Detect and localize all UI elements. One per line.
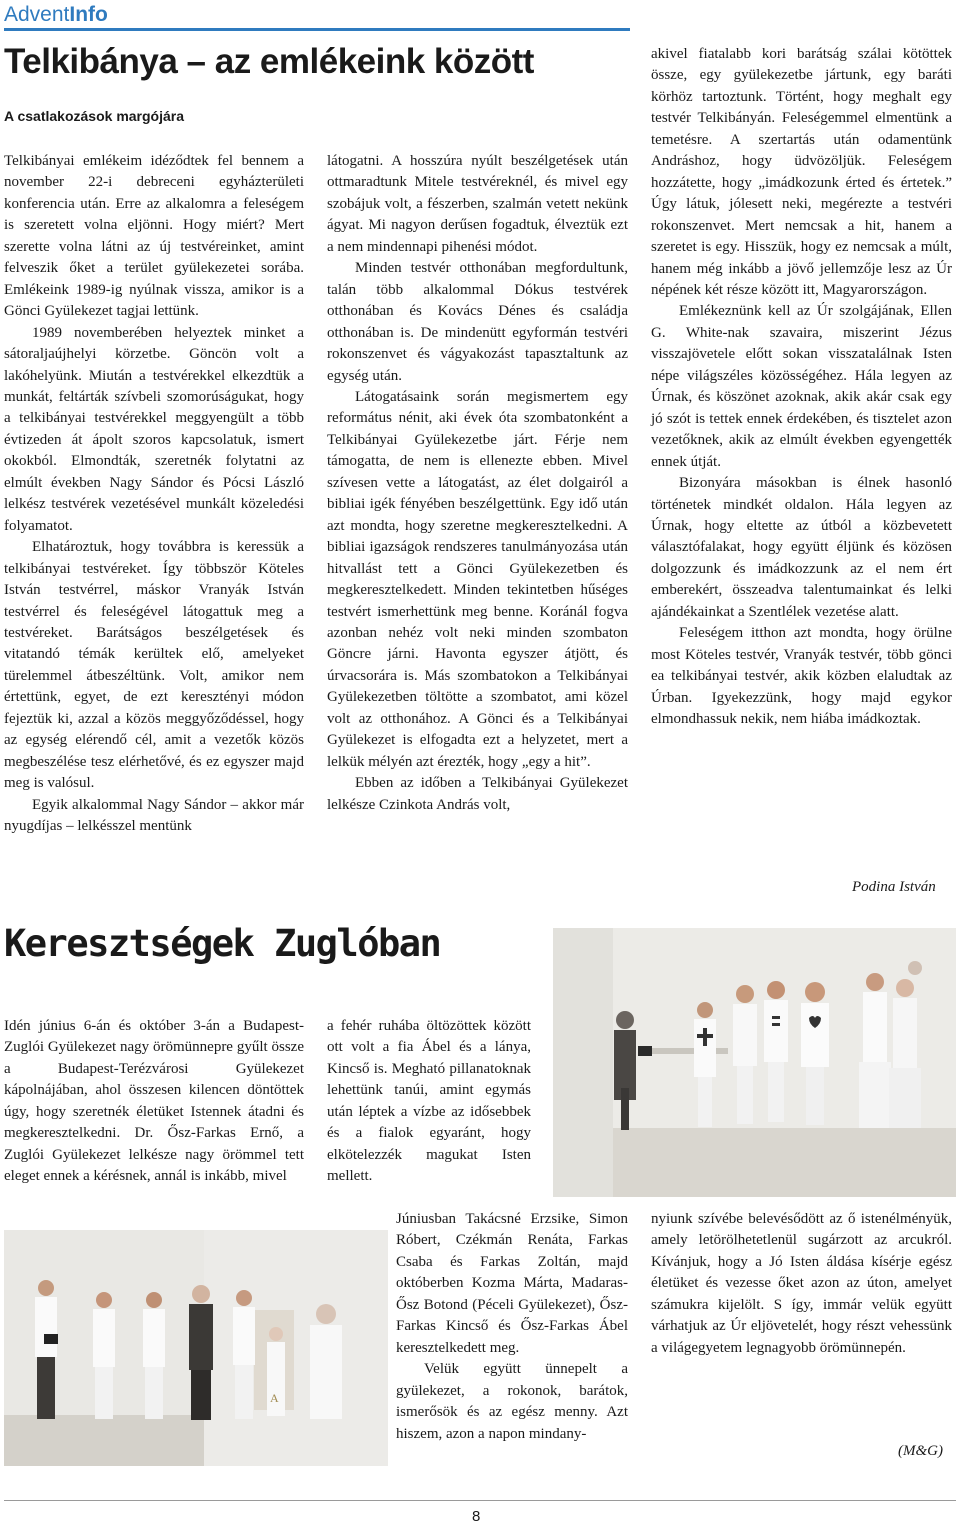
brand-advent: Advent (4, 3, 70, 26)
paragraph: Egyik alkalommal Nagy Sándor – akkor már nyugdíjas – lelkésszel mentünk (4, 796, 304, 835)
article2-column-2b (396, 1209, 628, 1445)
paragraph: nyiunk szívébe belevésődött az ő istenélményük, amely letörölhetetlenül sugárzott az arcukról. Kívánjuk, hogy a Jó Isten áldása kísérje egész életüket és vezesse őket azon az úton, amelyet számukra kijelölt. S így, immár velük együtt várhatjuk az Úr eljövetelét, hogy részt vehessünk a világegyetem legnagyobb örömünnepén. (651, 1211, 952, 1356)
article2-column-1 (4, 1016, 304, 1188)
paragraph: Idén június 6-án és október 3-án a Budapest-Zuglói Gyülekezet nagy örömünnepre gyűlt össze a Budapest-Terézvárosi Gyülekezet kápolnájában, ahol összesen kilencen döntöttek úgy, hogy szeretnék életüket Istennek átadni és megkeresztelkedni. Dr. Ősz-Farkas Ernő, a Zuglói Gyülekezet lelkésze nagy örömmel tett eleget ennek a kérésnek, annál is inkább, mivel (4, 1018, 304, 1185)
baptism-photo-2 (4, 1230, 388, 1466)
article1-subtitle: A csatlakozások margójára (4, 108, 185, 124)
article1-column-1 (4, 151, 304, 838)
paragraph: akivel fiatalabb kori barátság szálai kötöttek össze, egy gyülekezetbe jártunk, egy baráti körhöz tartoztunk. Történt, hogy meghalt egy testvér Telkibányán. Feleségemmel elmentünk a temetésre. A szertartás után odamentünk Andráshoz, hogy üdvözöljük. Feleségem hozzátette, hogy „imádkozunk érted és értetek.” Úgy látuk, jólesett neki, megérezte a testvéri rokonszenvet. Mert nemcsak a hit, hanem a szeretet is egy. Hisszük, hogy ez nemcsak a múlt, hanem még inkább a jövő jellemzője lesz az Úr népének két része között itt, Magyarországon. (651, 46, 952, 298)
svg-text:A: A (270, 1391, 279, 1405)
brand-info: Info (69, 3, 108, 26)
page-number: 8 (472, 1508, 481, 1525)
article2-column-2 (327, 1016, 531, 1188)
paragraph: Minden testvér otthonában megfordultunk, talán több alkalommal Dókus testvérek otthonában és Kovács Dénes és családja otthonában is. De mindenütt egyformán testvéri rokonszenvet és vágyakozást tapasztaltunk az egység után. (327, 260, 628, 384)
paragraph: a fehér ruhába öltözöttek között ott volt a fia Ábel és a lánya, Kincső is. Megható pillanatoknak lehettünk tanúi, amint egymás után léptek a vízbe az idősebbek és a fialok egyaránt, hogy elkötelezzék magukat Isten mellett. (327, 1018, 531, 1185)
paragraph: Látogatásaink során megismertem egy református nénit, aki évek óta szombatonként a Telkibányai Gyülekezetbe járt. Férje nem támogatta, de nem is ellenezte ebben. Mivel szívesen vette a látogatást, az élet dolgairól a bibliai igék fényében beszélgettünk. Egy idő után azt mondta, hogy szeretne megkeresztelkedni. A bibliai igazságok rendszeres tanulmányozása után hitvallást tett a Gönci Gyülekezetben és megkeresztelkedett. Minden tekintetben hűséges testvért ismerhettünk meg benne. Koránál fogva azonban nehéz volt neki minden szombaton Göncre járni. Havonta egyszer átjött, és úrvacsorára is. Más szombatokon a Telkibányai Gyülekezetben töltötte a szombatot, ami közel volt az otthonához. A Gönci és a Telkibányai Gyülekezet is elfogadta ezt a helyzetet, mert a lelkük mélyén azt érezték, hogy „egy a hit”. (327, 388, 628, 770)
header-rule (4, 28, 630, 31)
article2-signature: (M&G) (898, 1443, 943, 1459)
paragraph: 1989 novemberében helyeztek minket a sátoraljaújhelyi körzetbe. Göncön volt a lakóhelyünk. Miután a testvérekkel elkezdtük a munkát, feltárták szívbeli szomorúságukat, hogy a telkibányai testvérekkel meggyengült a több évtizeden át ápolt szoros kapcsolatuk, ismert okokból. Elmondták, szeretnék folytatni az elmúlt években Nagy Sándor és Pócsi László lelkész testvérek vezetésével munkált közeledési folyamatot. (4, 324, 304, 534)
paragraph: Feleségem itthon azt mondta, hogy örülne most Köteles testvér, Vranyák testvér, több gönci ea telkibányai testvér, akik közben elaludtak az Úrban. Igyekezzünk, hogy majd egykor elmondhassuk nekik, nem hiába imádkoztak. (651, 625, 952, 728)
article1-column-2 (327, 151, 628, 816)
paragraph: Bizonyára másokban is élnek hasonló történetek mindkét oldalon. Hála legyen az Úrnak, hogy eltette az útból a közbevetett választófalakat, hogy együtt éljünk és közösen dolgozzunk és imádkozzunk az el nem ért emberekért, összeadva talentumainkat és lelki ajándékainkat a Szentlélek vezetése alatt. (651, 475, 952, 620)
article1-title: Telkibánya – az emlékeink között (4, 42, 534, 81)
article1-signature: Podina István (852, 879, 936, 895)
paragraph: Emlékeznünk kell az Úr szolgájának, Ellen G. White-nak szavaira, miszerint Jézus visszajövetele előtt sokan visszatalálnak Isten népe világszéles közösségéhez. Hála legyen az Úrnak, és köszönet azoknak, akik akár csak egy jó szót is tettek ennek érdekében, és tisztelet azon vezetőknek, akik az elmúlt években egyengették ennek útját. (651, 303, 952, 470)
paragraph: látogatni. A hosszúra nyúlt beszélgetések után ottmaradtunk Mitele testvéreknél, és mivel egy szobájuk volt, a fészerben, szalmán vetett nekünk ágyat. Mi nagyon derűsen fogadtuk, élveztük ezt a nem mindennapi pihenési módot. (327, 153, 628, 255)
paragraph: Júniusban Takácsné Erzsike, Simon Róbert, Czékmán Renáta, Farkas Csaba és Farkas Zoltán, majd októberben Kozma Márta, Madaras-Ősz Botond (Péceli Gyülekezet), Ősz-Farkas Kincső és Ősz-Farkas Ábel keresztelkedett meg. (396, 1211, 628, 1356)
paragraph: Telkibányai emlékeim idéződtek fel bennem a november 22-i debreceni egyházterületi konferencia után. Erre az alkalomra a feleségem is szeretett volna eljönni. Hogy miért? Mert szerette volna látni az új testvéreinket, amint felveszik őket a terület gyülekezetei sorába. Emlékeink 1989-ig nyúlnak vissza, amikor is a Gönci Gyülekezet tagjai lettünk. (4, 153, 304, 320)
article2-column-3 (651, 1209, 952, 1359)
article2-title: Keresztségek Zuglóban (4, 922, 441, 965)
baptism-photo-1 (553, 928, 956, 1197)
paragraph: Elhatároztuk, hogy továbbra is keressük a telkibányai testvéreket. Így többször Köteles István testvérrel, máskor Vranyák István testvérrel és feleségével látogattuk meg a testvéreket. Barátságos beszélgetések és vitatandó témák kerültek elő, amelyeket türelemmel átbeszéltünk. Volt, amikor nem értettünk, egyet, de ezt keresztényi módon fejeztük ki, azzal a közös meggyőződéssel, hogy az egység elérendő cél, amit a vezetők közös megbeszélése tesz elérhetővé, és ez egyszer majd meg is valósul. (4, 539, 304, 792)
brand-logo (4, 3, 108, 27)
footer-rule (4, 1500, 956, 1501)
paragraph: Velük együtt ünnepelt a gyülekezet, a rokonok, barátok, ismerősök és az egész menny. Azt hiszem, azon a napon mindany- (396, 1361, 628, 1442)
paragraph: Ebben az időben a Telkibányai Gyülekezet lelkésze Czinkota András volt, (327, 775, 628, 813)
article1-column-3 (651, 44, 952, 731)
